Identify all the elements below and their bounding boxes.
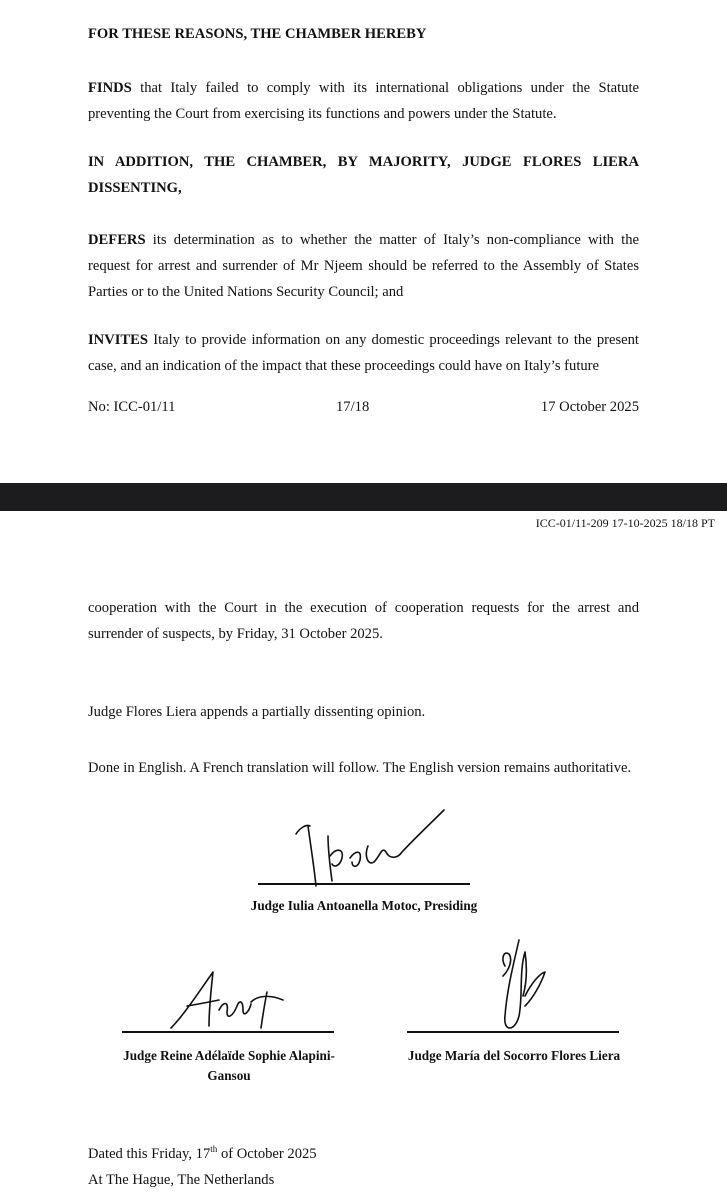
page-17	[0, 0, 727, 483]
continuation-paragraph: cooperation with the Court in the execution of cooperation requests for the arrest and surrender of suspects, by Friday, 31 October 2025.	[88, 600, 639, 642]
dated-superscript: th	[210, 1144, 218, 1155]
defers-paragraph	[88, 227, 639, 305]
flores-liera-signature-icon	[485, 936, 555, 1036]
majority-heading: IN ADDITION, THE CHAMBER, BY MAJORITY, JUDGE FLORES LIERA DISSENTING,	[88, 154, 639, 196]
presiding-signature-icon	[290, 796, 450, 891]
place-line: At The Hague, The Netherlands	[88, 1172, 275, 1188]
invites-paragraph	[88, 327, 639, 379]
dated-suffix: of October 2025	[217, 1146, 317, 1162]
presiding-signature-line	[258, 883, 470, 885]
footer-date: 17 October 2025	[540, 399, 639, 415]
alapini-gansou-signature-icon	[165, 966, 295, 1036]
invites-keyword: INVITES	[88, 332, 149, 348]
alapini-gansou-name-line2: Gansou	[207, 1068, 251, 1083]
finds-text: that Italy failed to comply with its international obligations under the Statute preventing the Court from exercising its functions and powers under the Statute.	[88, 80, 639, 122]
document-reference: ICC-01/11-209 17-10-2025 18/18 PT	[535, 516, 715, 530]
flores-liera-judge-name: Judge María del Socorro Flores Liera	[407, 1048, 621, 1063]
footer-page-number: 17/18	[336, 399, 370, 415]
defers-keyword: DEFERS	[88, 232, 146, 248]
defers-text: its determination as to whether the matter of Italy’s non-compliance with the request for arrest and surrender of Mr Njeem should be referred to the Assembly of States Parties or to the United Nations Security Council; and	[88, 232, 639, 300]
invites-text: Italy to provide information on any domestic proceedings relevant to the present case, and an indication of the impact that these proceedings could have on Italy’s future	[88, 332, 639, 374]
dated-prefix: Dated this Friday, 17	[88, 1146, 211, 1162]
alapini-gansou-judge-name	[88, 1046, 370, 1086]
alapini-gansou-name-line1: Judge Reine Adélaïde Sophie Alapini-	[123, 1048, 335, 1063]
language-note: Done in English. A French translation will follow. The English version remains authoritative.	[88, 760, 632, 776]
presiding-judge-name: Judge Iulia Antoanella Motoc, Presiding	[250, 898, 478, 913]
finds-paragraph	[88, 75, 639, 127]
footer-case-number: No: ICC-01/11	[88, 399, 176, 415]
dissent-note: Judge Flores Liera appends a partially dissenting opinion.	[88, 704, 426, 720]
flores-liera-signature-line	[407, 1031, 619, 1033]
dated-line	[88, 1141, 639, 1167]
page-18	[0, 511, 727, 1200]
page-divider	[0, 483, 727, 511]
alapini-gansou-signature-line	[122, 1031, 334, 1033]
operative-heading: FOR THESE REASONS, THE CHAMBER HEREBY	[88, 26, 427, 42]
finds-keyword: FINDS	[88, 80, 132, 96]
